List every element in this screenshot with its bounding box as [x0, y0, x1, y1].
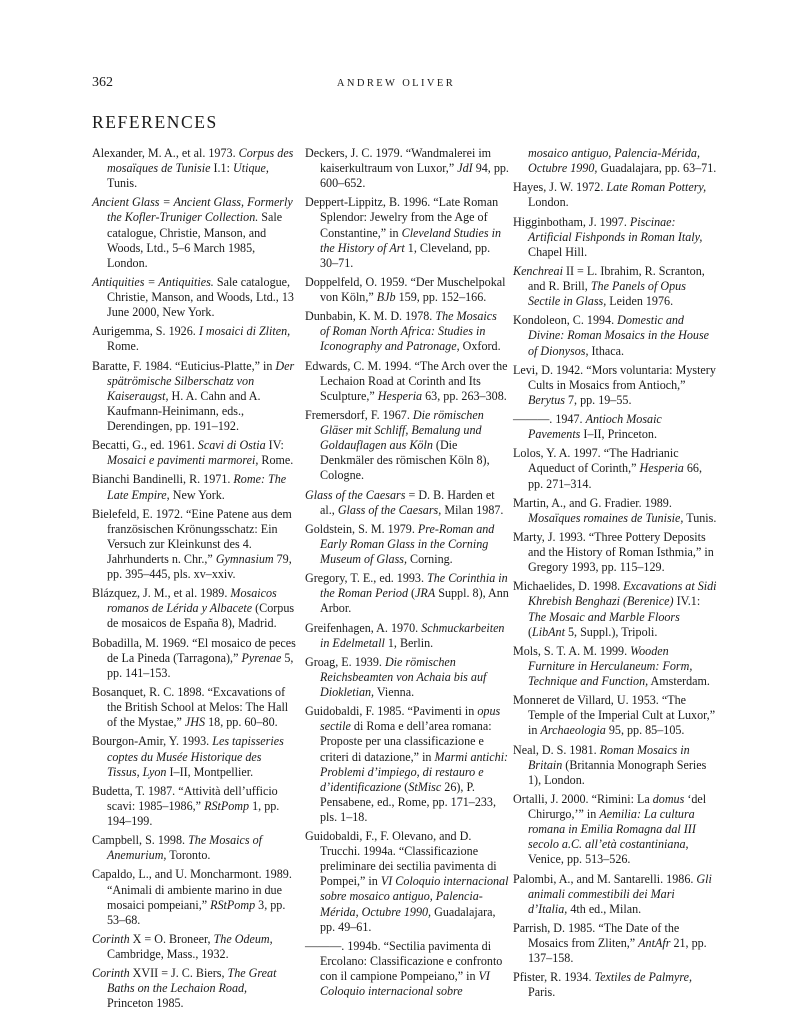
reference-entry: [305, 621, 509, 651]
reference-title-italic: AntAfr: [638, 936, 671, 950]
reference-text: Baratte, F. 1984. “Euticius-Platte,” in: [92, 358, 276, 373]
reference-text: Tunis.: [683, 510, 717, 525]
reference-text: di Roma e dell’area romana: Proposte per una classificazione e criteri di datazione,” in: [320, 719, 492, 764]
reference-title-italic: mosaico antiguo, Palencia-Mérida, Octubre 1990,: [528, 146, 700, 176]
reference-title-italic: JHS: [184, 715, 206, 730]
reference-text: ———. 1947.: [513, 412, 586, 427]
reference-text: Suppl. 8), Ann Arbor.: [320, 586, 509, 616]
reference-text: Corning.: [407, 552, 453, 566]
reference-title-italic: Der spätrömische Silberschatz von Kaiseraugst,: [107, 358, 295, 403]
reference-text: ———. 1994b. “Sectilia pavimenta di Ercolano: Classificazione e confronto con il campione Pompeiano,” in: [305, 938, 503, 983]
reference-entry: [305, 309, 509, 354]
reference-text: 18, pp. 60–80.: [205, 715, 278, 730]
reference-text: Blázquez, J. M., et al. 1989.: [92, 586, 231, 601]
reference-entry: [513, 644, 717, 689]
reference-text: 21, pp. 137–158.: [528, 936, 707, 966]
reference-title-italic: Scavi di Ostia: [197, 438, 266, 453]
reference-text: IV.1:: [673, 594, 701, 609]
reference-text: Budetta, T. 1987. “Attività dell’ufficio scavi: 1985–1986,”: [92, 783, 278, 813]
reference-text: Parrish, D. 1985. “The Date of the Mosaics from Zliten,”: [513, 920, 680, 950]
reference-text: 95, pp. 85–105.: [605, 723, 685, 738]
reference-text: 5, pp. 141–153.: [107, 650, 294, 680]
reference-title-italic: domus: [652, 791, 685, 806]
reference-text: I–II, Princeton.: [580, 427, 657, 442]
reference-title-italic: BJb: [376, 290, 396, 305]
reference-entry: [305, 359, 509, 404]
reference-text: Martin, A., and G. Fradier. 1989.: [513, 495, 672, 510]
reference-text: Sale catalogue, Christie, Manson, and Woods, Ltd., 13 June 2000, New York.: [107, 274, 294, 320]
reference-text: Dunbabin, K. M. D. 1978.: [305, 309, 436, 324]
reference-text: H. A. Cahn and A. Kaufmann-Heinimann, eds., Derendingen, pp. 191–192.: [107, 388, 261, 433]
reference-entry: [305, 146, 509, 191]
reference-title-italic: Die römischen Gläser mit Schliff, Bemalung und Goldauflagen aus Köln: [320, 407, 484, 453]
references-column-1: [92, 146, 296, 1016]
reference-entry: [513, 180, 717, 210]
reference-entry: [513, 579, 717, 639]
reference-text: 3, pp. 53–68.: [107, 897, 286, 927]
reference-entry: [92, 324, 296, 354]
reference-text: Bianchi Bandinelli, R. 1971.: [92, 472, 234, 487]
reference-entry: [92, 359, 296, 434]
reference-entry: [92, 586, 296, 631]
reference-text: IV:: [265, 438, 284, 453]
reference-text: 79, pp. 395–445, pls. xv–xxiv.: [107, 552, 292, 582]
reference-entry: [513, 530, 717, 575]
reference-title-italic: Gli animali commestibili dei Mari d’Italia,: [528, 871, 712, 916]
reference-entry: [305, 939, 509, 999]
reference-text: 1, Berlin.: [384, 635, 434, 650]
reference-entry: [305, 275, 509, 305]
reference-text: Aurigemma, S. 1926.: [92, 324, 199, 339]
reference-title-italic: Glass of the Caesars: [305, 487, 406, 502]
reference-entry: [513, 970, 717, 1000]
reference-entry: [92, 833, 296, 863]
reference-text: New York.: [169, 487, 225, 502]
reference-title-italic: opus sectile: [320, 704, 501, 734]
reference-entry: [305, 571, 509, 616]
reference-title-italic: Antioch Mosaic Pavements: [528, 412, 662, 442]
reference-title-italic: The Mosaics of Anemurium,: [107, 833, 262, 863]
reference-title-italic: Schmuckarbeiten in Edelmetall: [320, 620, 505, 650]
page-number: 362: [92, 75, 113, 90]
reference-text: Goldstein, S. M. 1979.: [305, 521, 418, 536]
reference-text: Toronto.: [166, 848, 211, 863]
reference-entry: [513, 446, 717, 491]
reference-text: Paris.: [528, 985, 556, 1000]
reference-text: Bosanquet, R. C. 1898. “Excavations of the British School at Melos: The Hall of the Mystae,”: [92, 685, 289, 730]
reference-text: Gregory, T. E., ed. 1993.: [305, 571, 428, 586]
reference-entry: [92, 438, 296, 468]
reference-title-italic: Cleveland Studies in the History of Art: [320, 225, 502, 255]
reference-title-italic: RStPomp: [204, 798, 250, 813]
reference-title-italic: Gymnasium: [215, 552, 274, 566]
reference-text: Edwards, C. M. 1994. “The Arch over the Lechaion Road at Corinth and Its Sculpture,”: [305, 358, 508, 403]
reference-entry: [92, 784, 296, 829]
reference-text: 5, Suppl.), Tripoli.: [564, 624, 658, 639]
reference-text: Doppelfeld, O. 1959. “Der Muschelpokal von Köln,”: [305, 274, 506, 305]
reference-text: 26), P. Pensabene, ed., Rome, pp. 171–233, pls. 1–18.: [320, 779, 497, 824]
reference-title-italic: Utique,: [233, 161, 269, 176]
references-column-3: [513, 146, 717, 1005]
reference-title-italic: Domestic and Divine: Roman Mosaics in the House of Dionysos,: [528, 313, 710, 358]
reference-title-italic: Textiles de Palmyre,: [594, 970, 693, 985]
reference-text: (Britannia Monograph Series 1), London.: [528, 757, 707, 787]
reference-text: Fremersdorf, F. 1967.: [305, 407, 413, 422]
reference-entry: [92, 195, 296, 270]
reference-text: Bourgon-Amir, Y. 1993.: [92, 734, 213, 749]
reference-entry: [305, 522, 509, 567]
reference-text: = D. B. Harden et al.,: [320, 487, 495, 517]
reference-text: 63, pp. 263–308.: [422, 388, 507, 403]
reference-entry: [513, 313, 717, 358]
reference-title-italic: LibAnt: [532, 624, 565, 639]
reference-entry: [513, 743, 717, 788]
reference-text: Leiden 1976.: [606, 294, 674, 309]
reference-text: Mols, S. T. A. M. 1999.: [513, 643, 631, 658]
reference-entry: [513, 496, 717, 526]
reference-title-italic: Mosaicos romanos de Lérida y Albacete: [107, 586, 277, 616]
reference-text: London.: [528, 195, 569, 210]
reference-title-italic: Kenchreai: [513, 263, 563, 278]
reference-title-italic: Archaeologia: [540, 723, 606, 738]
reference-title-italic: The Great Baths on the Lechaion Road,: [107, 966, 277, 996]
reference-text: Ithaca.: [588, 343, 625, 358]
reference-title-italic: Ancient Glass = Ancient Glass, Formerly the Kofler-Truniger Collection.: [92, 195, 293, 225]
reference-text: Bielefeld, E. 1972. “Eine Patene aus dem französischen Krönungsschatz: Ein Versuch zur Kleinkunst des 4. Jahrhunderts n. Chr.,”: [92, 506, 292, 566]
reference-text: Cambridge, Mass., 1932.: [107, 947, 229, 961]
reference-entry: [513, 872, 717, 917]
reference-entry: [513, 146, 717, 176]
reference-text: Milan 1987.: [441, 502, 504, 517]
reference-title-italic: Late Roman Pottery,: [606, 180, 707, 195]
reference-entry: [92, 867, 296, 927]
reference-text: 66, pp. 271–314.: [528, 461, 702, 491]
reference-title-italic: Antiquities = Antiquities.: [92, 274, 214, 289]
reference-text: Vienna.: [374, 685, 415, 700]
reference-entry: [513, 693, 717, 738]
reference-text: Rome.: [258, 453, 294, 468]
reference-text: Higginbotham, J. 1997.: [513, 214, 630, 229]
reference-title-italic: Les tapisseries coptes du Musée Historique des Tissus, Lyon: [107, 734, 284, 779]
reference-text: 1, pp. 194–199.: [107, 798, 280, 828]
reference-text: Chapel Hill.: [528, 244, 588, 259]
reference-text: (: [408, 586, 416, 601]
reference-entry: [513, 412, 717, 442]
reference-text: Bobadilla, M. 1969. “El mosaico de peces de La Pineda (Tarragona),”: [92, 635, 296, 665]
reference-text: 94, pp. 600–652.: [320, 161, 509, 191]
reference-entry: [305, 655, 509, 700]
reference-text: (: [401, 779, 409, 794]
reference-text: Amsterdam.: [648, 674, 710, 689]
reference-text: Guidobaldi, F. 1985. “Pavimenti in: [305, 704, 478, 719]
reference-text: Lolos, Y. A. 1997. “The Hadrianic Aqueduct of Corinth,”: [513, 446, 679, 476]
reference-title-italic: JRA: [415, 586, 436, 601]
reference-text: Guadalajara, pp. 63–71.: [597, 161, 717, 176]
reference-entry: [305, 704, 509, 825]
reference-entry: [513, 792, 717, 867]
reference-title-italic: I mosaici di Zliten,: [198, 324, 291, 339]
reference-title-italic: Mosaïques romaines de Tunisie,: [528, 510, 684, 525]
reference-entry: [305, 195, 509, 270]
reference-title-italic: Wooden Furniture in Herculaneum: Form, Technique and Function,: [528, 643, 693, 689]
reference-text: Neal, D. S. 1981.: [513, 742, 600, 757]
reference-text: Venice, pp. 513–526.: [528, 852, 631, 867]
reference-text: Princeton 1985.: [107, 996, 184, 1011]
reference-text: Michaelides, D. 1998.: [513, 579, 624, 594]
reference-text: Campbell, S. 1998.: [92, 833, 189, 848]
reference-text: XVII = J. C. Biers,: [129, 966, 228, 981]
reference-title-italic: Berytus: [528, 392, 565, 407]
reference-title-italic: VI Coloquio internacional sobre: [320, 969, 490, 999]
reference-text: Guadalajara, pp. 49–61.: [320, 904, 496, 934]
reference-text: ‘del Chirurgo,’” in: [528, 791, 707, 822]
reference-text: Tunis.: [107, 176, 138, 191]
reference-title-italic: StMisc: [408, 779, 442, 794]
reference-text: Pfister, R. 1934.: [513, 970, 595, 985]
reference-entry: [92, 685, 296, 730]
reference-title-italic: Rome: The Late Empire,: [107, 472, 287, 502]
reference-title-italic: Marmi antichi: Problemi d’impiego, di restauro e d’identificazione: [320, 749, 509, 794]
reference-title-italic: Piscinae: Artificial Fishponds in Roman Italy,: [528, 214, 703, 244]
reference-entry: [305, 408, 509, 483]
reference-entry: [513, 215, 717, 260]
reference-title-italic: Corinth: [92, 966, 130, 981]
reference-title-italic: Pyrenae: [241, 650, 282, 665]
reference-entry: [513, 921, 717, 966]
reference-title-italic: Glass of the Caesars,: [337, 502, 442, 517]
reference-text: I.1:: [210, 161, 233, 176]
reference-entry: [92, 275, 296, 320]
reference-title-italic: The Corinthia in the Roman Period: [320, 571, 508, 601]
running-head: ANDREW OLIVER: [336, 78, 456, 89]
reference-text: Alexander, M. A., et al. 1973.: [92, 146, 239, 160]
reference-text: Guidobaldi, F., F. Olevano, and D. Trucchi. 1994a. “Classificazione preliminare dei sectilia pavimenta di Pompei,” in: [305, 829, 497, 889]
reference-entry: [513, 264, 717, 309]
reference-text: 1, Cleveland, pp. 30–71.: [320, 240, 491, 270]
section-title: REFERENCES: [92, 112, 218, 132]
reference-text: Becatti, G., ed. 1961.: [92, 438, 198, 453]
reference-text: Marty, J. 1993. “Three Pottery Deposits and the History of Roman Isthmia,” in Gregory 1993, pp. 115–129.: [513, 530, 714, 575]
reference-title-italic: The Odeum,: [213, 931, 273, 946]
reference-title-italic: RStPomp: [210, 897, 256, 912]
reference-entry: [92, 734, 296, 779]
reference-text: Groag, E. 1939.: [305, 654, 385, 669]
reference-entry: [92, 507, 296, 582]
reference-title-italic: Die römischen Reichsbeamten von Achaia bis auf Diokletian,: [320, 654, 487, 700]
reference-text: (Corpus de mosaicos de España 8), Madrid.: [107, 601, 295, 631]
reference-text: 159, pp. 152–166.: [395, 290, 487, 305]
reference-text: 7, pp. 19–55.: [564, 392, 632, 407]
reference-entry: [92, 966, 296, 1011]
reference-title-italic: JdI: [457, 161, 473, 176]
reference-title-italic: Roman Mosaics in Britain: [528, 742, 690, 772]
reference-text: Rome.: [107, 339, 139, 354]
reference-text: Monneret de Villard, U. 1953. “The Temple of the Imperial Cult at Luxor,” in: [513, 693, 716, 738]
reference-text: Deppert-Lippitz, B. 1996. “Late Roman Splendor: Jewelry from the Age of Constantine,” in: [305, 195, 499, 240]
reference-title-italic: Pre-Roman and Early Roman Glass in the Corning Museum of Glass,: [320, 521, 495, 566]
reference-title-italic: Hesperia: [377, 388, 423, 403]
reference-entry: [92, 932, 296, 962]
reference-text: I–II, Montpellier.: [166, 764, 254, 779]
reference-text: Sale catalogue, Christie, Manson, and Woods, Ltd., 5–6 March 1985, London.: [107, 210, 283, 270]
reference-title-italic: Hesperia: [639, 461, 684, 476]
reference-title-italic: Excavations at Sidi Khrebish Benghazi (Berenice): [528, 579, 717, 609]
reference-text: Greifenhagen, A. 1970.: [305, 620, 422, 635]
reference-entry: [305, 488, 509, 518]
reference-entry: [92, 472, 296, 502]
reference-text: 4th ed., Milan.: [567, 901, 642, 916]
reference-title-italic: The Mosaics of Roman North Africa: Studies in Iconography and Patronage,: [320, 309, 497, 354]
reference-entry: [305, 829, 509, 935]
reference-text: Hayes, J. W. 1972.: [513, 180, 607, 195]
reference-text: X = O. Broneer,: [129, 931, 214, 946]
reference-text: (Die Denkmäler des römischen Köln 8), Cologne.: [320, 438, 490, 483]
reference-text: Palombi, A., and M. Santarelli. 1986.: [513, 871, 697, 886]
reference-text: Capaldo, L., and U. Moncharmont. 1989. “Animali di ambiente marino in due mosaici pompeiani,”: [92, 867, 292, 912]
reference-text: Kondoleon, C. 1994.: [513, 313, 618, 328]
reference-title-italic: Corpus des mosaïques de Tunisie: [107, 146, 294, 176]
reference-title-italic: Aemilia: La cultura romana in Emilia Romagna dal III secolo a.C. all’età costantiniana,: [528, 807, 696, 852]
reference-text: II = L. Ibrahim, R. Scranton, and R. Brill,: [528, 263, 705, 294]
references-column-2: [305, 146, 509, 1003]
reference-text: Ortalli, J. 2000. “Rimini: La: [513, 791, 653, 806]
reference-text: (: [528, 624, 533, 639]
reference-title-italic: The Mosaic and Marble Floors: [528, 609, 680, 624]
reference-title-italic: The Panels of Opus Sectile in Glass,: [528, 279, 686, 309]
reference-entry: [513, 363, 717, 408]
reference-text: Levi, D. 1942. “Mors voluntaria: Mystery Cults in Mosaics from Antioch,”: [513, 362, 716, 392]
reference-text: Deckers, J. C. 1979. “Wandmalerei im kaiserkultraum von Luxor,”: [305, 146, 492, 176]
reference-title-italic: Mosaici e pavimenti marmorei,: [107, 453, 259, 468]
reference-title-italic: VI Coloquio internacional sobre mosaico antiguo, Palencia-Mérida, Octubre 1990,: [320, 874, 509, 919]
reference-entry: [92, 146, 296, 191]
reference-entry: [92, 636, 296, 681]
reference-text: Oxford.: [459, 339, 501, 354]
reference-title-italic: Corinth: [92, 931, 130, 946]
